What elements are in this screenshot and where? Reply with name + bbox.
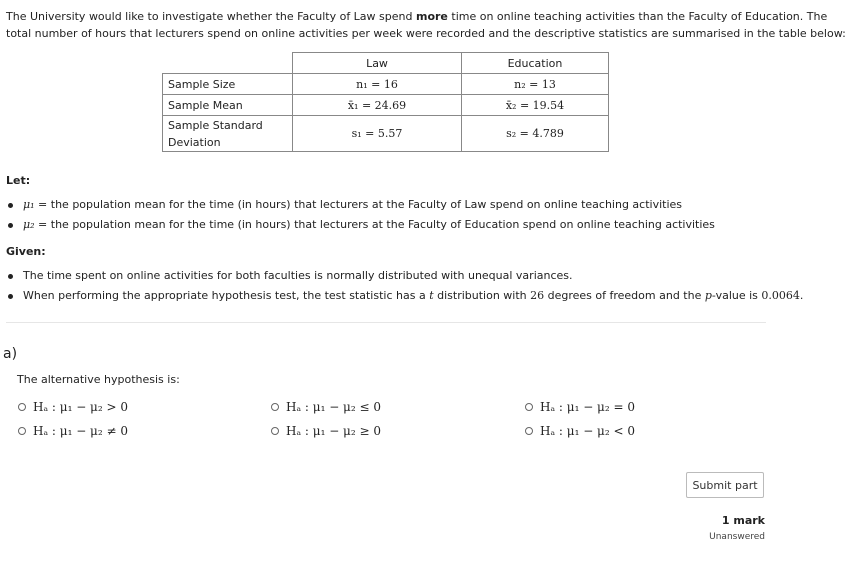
question-intro: The University would like to investigate whether the Faculty of Law spend more time on online teaching activities than the Faculty of Education. The total number of hours that lecturers spend on online activities per week were recorded and the descriptive statistics are summarised in the table below: bbox=[6, 10, 846, 40]
cell-law-size: n₁ = 16 bbox=[293, 74, 462, 95]
column-header-law: Law bbox=[293, 53, 462, 74]
list-item: When performing the appropriate hypothesis test, the test statistic has a t distribution with 26 degrees of freedom and the p-value is 0.0064. bbox=[6, 286, 803, 306]
radio-circle-icon[interactable] bbox=[271, 427, 279, 435]
option-label: Hₐ : μ₁ − μ₂ = 0 bbox=[540, 400, 635, 414]
table-row bbox=[163, 74, 609, 95]
option-label: Hₐ : μ₁ − μ₂ ≥ 0 bbox=[286, 424, 381, 438]
option-greater-or-equal[interactable] bbox=[271, 424, 381, 438]
row-label-sample-mean: Sample Mean bbox=[163, 95, 293, 116]
table-row bbox=[163, 95, 609, 116]
mu2-symbol: μ₂ bbox=[23, 218, 35, 231]
p-symbol: p bbox=[704, 289, 712, 302]
given-list bbox=[6, 266, 803, 306]
t-symbol: t bbox=[429, 289, 434, 302]
cell-law-mean: x̄₁ = 24.69 bbox=[293, 95, 462, 116]
section-divider bbox=[6, 322, 766, 323]
option-label: Hₐ : μ₁ − μ₂ ≤ 0 bbox=[286, 400, 381, 414]
option-equal[interactable] bbox=[525, 400, 635, 414]
radio-circle-icon[interactable] bbox=[525, 403, 533, 411]
p-value: 0.0064 bbox=[761, 289, 800, 302]
mu1-symbol: μ₁ bbox=[23, 198, 35, 211]
given-heading: Given: bbox=[6, 245, 46, 258]
cell-education-size: n₂ = 13 bbox=[462, 74, 609, 95]
radio-circle-icon[interactable] bbox=[271, 403, 279, 411]
list-item bbox=[6, 215, 715, 235]
part-label: a) bbox=[3, 346, 18, 362]
list-item bbox=[6, 266, 803, 286]
option-label: Hₐ : μ₁ − μ₂ ≠ 0 bbox=[33, 424, 128, 438]
table-corner bbox=[163, 53, 293, 74]
degrees-of-freedom: 26 bbox=[530, 289, 545, 302]
marks-label: 1 mark bbox=[721, 514, 765, 527]
mu1-definition: = the population mean for the time (in hours) that lecturers at the Faculty of Law spend on online teaching activities bbox=[34, 198, 683, 211]
column-header-education: Education bbox=[462, 53, 609, 74]
option-less-or-equal[interactable] bbox=[271, 400, 381, 414]
table-header-row bbox=[163, 53, 609, 74]
option-less-than[interactable] bbox=[525, 424, 635, 438]
radio-circle-icon[interactable] bbox=[18, 427, 26, 435]
emphasis-more: more bbox=[415, 10, 448, 23]
list-item bbox=[6, 195, 715, 215]
option-greater-than[interactable] bbox=[18, 400, 128, 414]
let-heading: Let: bbox=[6, 174, 31, 187]
let-list bbox=[6, 195, 715, 235]
given-normality: The time spent on online activities for both faculties is normally distributed with unequal variances. bbox=[23, 269, 573, 282]
radio-circle-icon[interactable] bbox=[525, 427, 533, 435]
table-row bbox=[163, 116, 609, 152]
descriptive-statistics-table bbox=[162, 52, 609, 152]
row-label-sample-size: Sample Size bbox=[163, 74, 293, 95]
answer-status: Unanswered bbox=[709, 532, 765, 542]
option-label: Hₐ : μ₁ − μ₂ > 0 bbox=[33, 400, 128, 414]
mu2-definition: = the population mean for the time (in hours) that lecturers at the Faculty of Education spend on online teaching activities bbox=[34, 218, 715, 231]
cell-education-mean: x̄₂ = 19.54 bbox=[462, 95, 609, 116]
radio-circle-icon[interactable] bbox=[18, 403, 26, 411]
alternative-hypothesis-prompt: The alternative hypothesis is: bbox=[17, 373, 180, 386]
option-not-equal[interactable] bbox=[18, 424, 128, 438]
row-label-sample-sd: Sample Standard Deviation bbox=[163, 116, 293, 152]
cell-education-sd: s₂ = 4.789 bbox=[462, 116, 609, 152]
submit-part-button[interactable]: Submit part bbox=[686, 472, 764, 498]
option-label: Hₐ : μ₁ − μ₂ < 0 bbox=[540, 424, 635, 438]
cell-law-sd: s₁ = 5.57 bbox=[293, 116, 462, 152]
